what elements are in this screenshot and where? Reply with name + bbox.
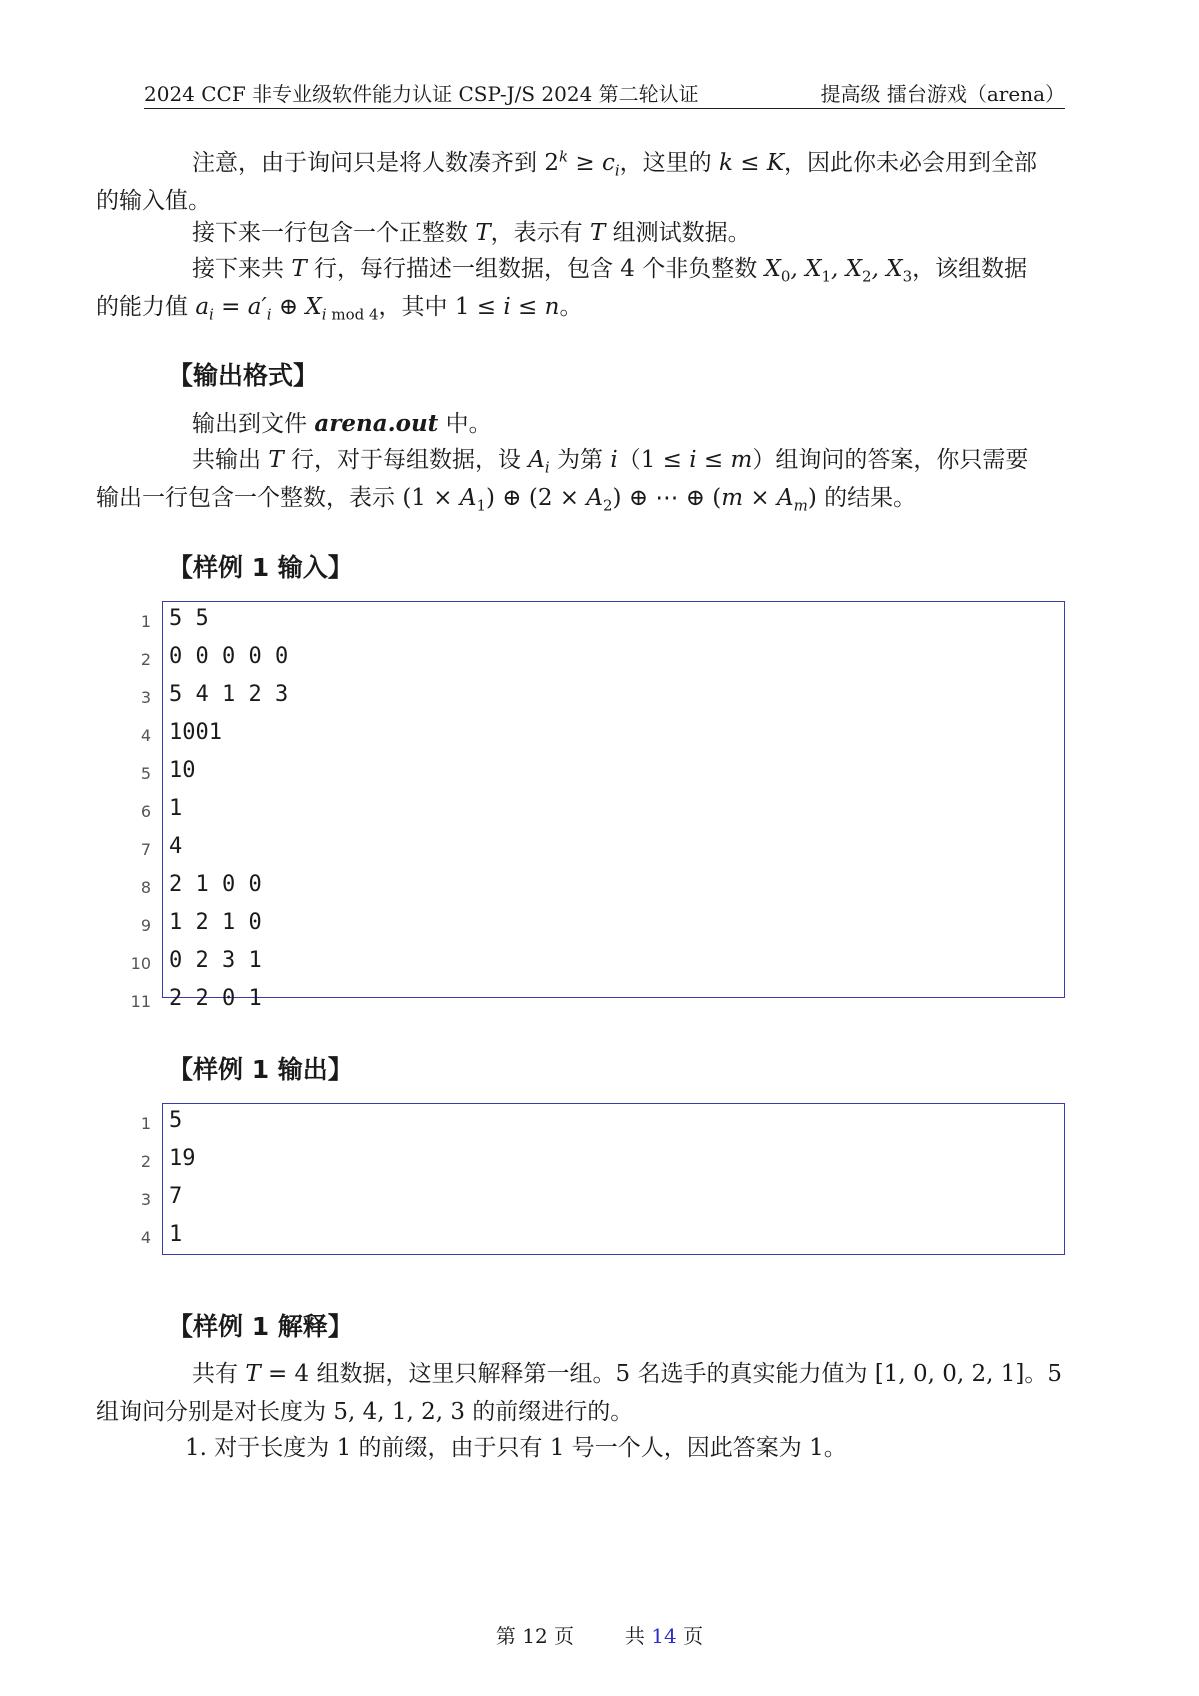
line-number: 2 <box>140 650 151 669</box>
line-number: 5 <box>140 764 151 783</box>
sample_input-line <box>140 678 1064 716</box>
sample_input-line <box>130 982 1064 1020</box>
output-filename: arena.out <box>314 410 439 437</box>
output-file-paragraph <box>144 405 1065 443</box>
sample-input-box <box>130 601 1065 1011</box>
line-number: 2 <box>140 1152 151 1171</box>
explanation-list-item: 1. 对于长度为 1 的前缀，由于只有 1 号一个人，因此答案为 1。 <box>185 1435 847 1461</box>
line-number: 7 <box>140 840 151 859</box>
code-text: 1 <box>169 1222 183 1247</box>
header-problem: 提高级 擂台游戏（arena） <box>820 82 1065 106</box>
total-pages-suffix: 页 <box>676 1624 704 1648</box>
line-number: 8 <box>140 878 151 897</box>
total-pages-label: 共 <box>624 1624 652 1648</box>
total-pages-number: 14 <box>651 1624 677 1648</box>
code-text: 1001 <box>169 720 222 745</box>
code-text: 2 1 0 0 <box>169 872 262 897</box>
sample_input-line <box>140 906 1064 944</box>
desc-text-4: 的能力值 <box>96 294 196 320</box>
code-text: 19 <box>169 1146 196 1171</box>
line-number: 6 <box>140 802 151 821</box>
note-text-4: 的输入值。 <box>96 188 211 214</box>
sample-output-box <box>140 1103 1065 1255</box>
test-count-text-1: 接下来一行包含一个正整数 <box>192 220 476 246</box>
line-number: 10 <box>130 954 151 973</box>
test-count-paragraph: 接下来一行包含一个正整数 T，表示有 T 组测试数据。 <box>192 220 751 246</box>
code-text: 1 <box>169 796 183 821</box>
note-paragraph: 注意，由于询问只是将人数凑齐到 $2^k \ge c_i$，这里的 k ≤ K，因此你未必会用到全部 的输入值。 <box>96 147 1037 214</box>
line-number: 4 <box>140 1228 151 1247</box>
explanation-text-1: 共有 <box>192 1361 246 1387</box>
sample-input-heading: 【样例 1 输入】 <box>168 553 353 582</box>
output-description-paragraph: 共输出 T 行，对于每组数据，设 $A_i$ 为第 i（1 ≤ i ≤ m）组询问的答案，你只需要 输出一行包含一个整数，表示 $(1 \times A_1)$ ⊕ $(2 \times A_2)$ ⊕ ⋯ ⊕ $(m \times A_m)$ 的结果。 <box>96 447 1029 515</box>
line-number: 3 <box>140 1190 151 1209</box>
sample_output-line <box>140 1104 1064 1142</box>
code-text: 5 <box>169 1108 183 1133</box>
code-text: 5 5 <box>169 606 209 631</box>
data-description-paragraph: 接下来共 T 行，每行描述一组数据，包含 4 个非负整数 $X_0$, $X_1$, $X_2$, $X_3$，该组数据 的能力值 $a_i = a'_i$ ⊕ $X_{i mod 4}$，其中 1 ≤ i ≤ n。 <box>96 256 1028 324</box>
desc-text-3: ，该组数据 <box>912 256 1028 282</box>
desc-text-5: ，其中 <box>378 294 455 320</box>
output-text-1: 输出到文件 <box>192 411 315 437</box>
sample_input-line <box>140 830 1064 868</box>
page-footer <box>0 1620 1199 1649</box>
header-title: 2024 CCF 非专业级软件能力认证 CSP-J/S 2024 第二轮认证 <box>144 82 699 106</box>
sample_input-line <box>140 640 1064 678</box>
sample_input-line <box>140 868 1064 906</box>
sample_input-line <box>140 716 1064 754</box>
sample-output-heading: 【样例 1 输出】 <box>168 1055 353 1084</box>
line-number: 3 <box>140 688 151 707</box>
code-text: 1 2 1 0 <box>169 910 262 935</box>
code-text: 0 2 3 1 <box>169 948 262 973</box>
page-header <box>144 78 1065 109</box>
explanation-text-3: 。5 <box>1024 1361 1063 1387</box>
output-text-4: 行，对于每组数据，设 <box>283 447 529 473</box>
output-text-5: 为第 <box>549 447 611 473</box>
code-text: 2 2 0 1 <box>169 986 262 1011</box>
test-count-text-3: 组测试数据。 <box>605 220 751 246</box>
line-number: 9 <box>140 916 151 935</box>
code-text: 7 <box>169 1184 183 1209</box>
desc-text-2: 行，每行描述一组数据，包含 4 个非负整数 <box>306 256 765 282</box>
code-text: 10 <box>169 758 196 783</box>
line-number: 11 <box>130 992 151 1011</box>
note-text-3: ，因此你未必会用到全部 <box>784 150 1037 176</box>
explanation-text-5: 的前缀进行的。 <box>464 1399 634 1425</box>
sample_output-line <box>140 1218 1064 1256</box>
page-number: 第 12 页 <box>495 1624 575 1648</box>
code-text: 4 <box>169 834 183 859</box>
explanation-text-4: 组询问分别是对长度为 <box>96 1399 334 1425</box>
line-number: 1 <box>140 612 151 631</box>
test-count-text-2: ，表示有 <box>490 220 590 246</box>
output-text-6: 组询问的答案，你只需要 <box>775 447 1029 473</box>
note-text-1: 注意，由于询问只是将人数凑齐到 <box>192 150 545 176</box>
note-text-2: ，这里的 <box>619 150 719 176</box>
output-text-8: 的结果。 <box>816 485 917 511</box>
sample_input-line <box>130 944 1064 982</box>
sample_output-line <box>140 1142 1064 1180</box>
explanation-text-2: 组数据，这里只解释第一组。5 名选手的真实能力值为 <box>309 1361 875 1387</box>
sample_input-line <box>140 792 1064 830</box>
sample_input-line <box>140 754 1064 792</box>
line-number: 1 <box>140 1114 151 1133</box>
code-text: 5 4 1 2 3 <box>169 682 289 707</box>
sample-explanation-heading: 【样例 1 解释】 <box>168 1312 353 1341</box>
output-format-heading: 【输出格式】 <box>168 361 319 390</box>
code-text: 0 0 0 0 0 <box>169 644 289 669</box>
line-number: 4 <box>140 726 151 745</box>
explanation-paragraph: 共有 T = 4 组数据，这里只解释第一组。5 名选手的真实能力值为 [1, 0, 0, 2, 1]。5 组询问分别是对长度为 5, 4, 1, 2, 3 的前缀进行的。 <box>96 1361 1063 1425</box>
output-text-3: 共输出 <box>192 447 269 473</box>
sample_input-line <box>140 602 1064 640</box>
output-text-2: 中。 <box>438 411 492 437</box>
sample_output-line <box>140 1180 1064 1218</box>
output-text-7: 输出一行包含一个整数，表示 <box>96 485 403 511</box>
desc-text-1: 接下来共 <box>192 256 292 282</box>
